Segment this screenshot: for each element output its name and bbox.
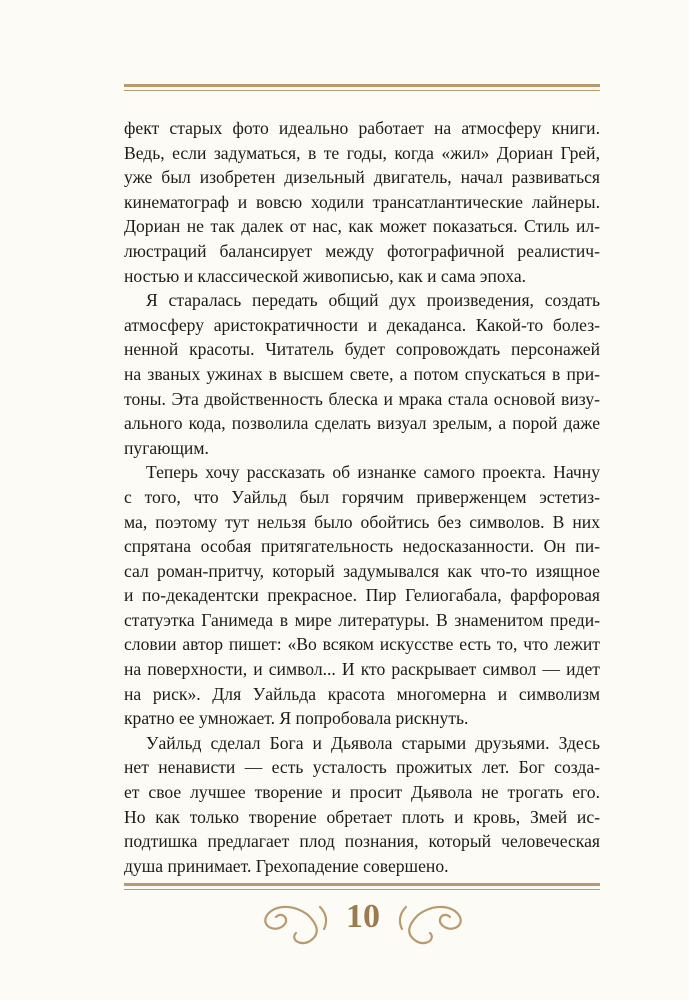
page-number: 10 — [346, 898, 380, 935]
text-line: с того, что Уайльд был горячим приверженцем эстетиз- — [124, 486, 600, 507]
text-line: уже был изобретен дизельный двигатель, начал развиваться — [124, 167, 600, 188]
text-line: статуэтка Ганимеда в мире литературы. В знаменитом преди- — [124, 609, 600, 630]
text-line: подтишка предлагает плод познания, который человеческая — [124, 831, 600, 852]
text-line: Уайльд сделал Бога и Дьявола старыми друзьями. Здесь — [146, 732, 600, 753]
text-line: ального кода, позволила сделать визуал зрелым, а порой даже — [124, 413, 600, 434]
body-text — [124, 116, 600, 878]
text-line: тоны. Эта двойственность блеска и мрака стала основой визу- — [124, 388, 600, 409]
text-line: на риск». Для Уайльда красота многомерна и символизм — [124, 683, 600, 704]
top-decorative-rule — [124, 84, 600, 91]
text-line: на званых ужинах в высшем свете, а потом спускаться в при- — [124, 363, 600, 384]
text-line: люстраций балансирует между фотографичной реалистич- — [124, 240, 600, 261]
text-line: ет свое лучшее творение и просит Дьявола не трогать его. — [124, 782, 600, 803]
bottom-decorative-rule — [124, 883, 600, 890]
text-line: на поверхности, и символ... И кто раскрывает символ — идет — [124, 659, 600, 680]
text-line: ностью и классической живописью, как и сама эпоха. — [124, 265, 527, 286]
text-line: и по-декадентски прекрасное. Пир Гелиогабала, фарфоровая — [124, 585, 600, 606]
text-line: Ведь, если задуматься, в те годы, когда «жил» Дориан Грей, — [124, 142, 600, 163]
text-line: пугающим. — [124, 437, 209, 458]
text-line: словии автор пишет: «Во всяком искусстве есть то, что лежит — [124, 634, 600, 655]
text-line: Теперь хочу рассказать об изнанке самого проекта. Начну — [146, 462, 600, 483]
text-line: спрятана особая притягательность недосказанности. Он пи- — [124, 536, 600, 557]
text-line: ненной красоты. Читатель будет сопровождать персонажей — [124, 339, 600, 360]
text-line: Но как только творение обретает плоть и кровь, Змей ис- — [124, 806, 600, 827]
text-line: сал роман-притчу, который задумывался как что-то изящное — [124, 560, 600, 581]
text-line: душа принимает. Грехопадение совершено. — [124, 855, 449, 876]
text-line: фект старых фото идеально работает на атмосферу книги. — [124, 118, 600, 138]
text-line: Дориан не так далек от нас, как может показаться. Стиль ил- — [124, 216, 600, 237]
text-line: кратно ее умножает. Я попробовала рискнуть. — [124, 708, 469, 729]
text-line: Я старалась передать общий дух произведения, создать — [146, 290, 600, 311]
text-line: атмосферу аристократичности и декаданса. Какой-то болез- — [124, 314, 600, 335]
text-line: кинематограф и вовсю ходили трансатлантические лайнеры. — [124, 191, 600, 212]
text-line: ма, поэтому тут нельзя было обойтись без символов. В них — [124, 511, 600, 532]
text-line: нет ненависти — есть усталость прожитых лет. Бог созда- — [124, 757, 600, 778]
